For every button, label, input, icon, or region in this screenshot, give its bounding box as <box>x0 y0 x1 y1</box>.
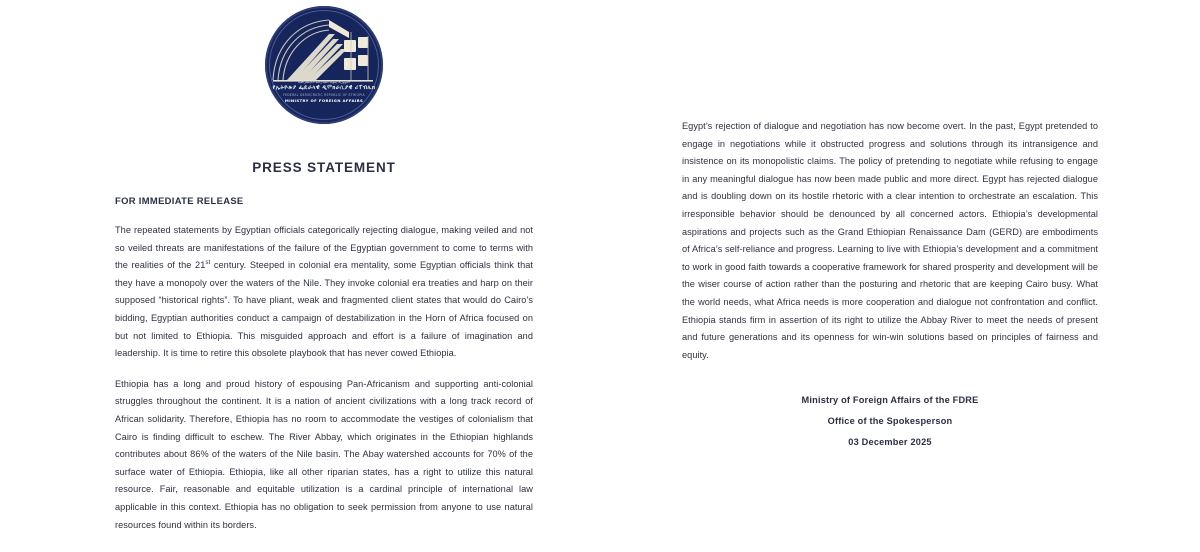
paragraph-one <box>115 222 533 363</box>
page-title: PRESS STATEMENT <box>252 160 396 175</box>
paragraph-one-part-a: The repeated statements by Egyptian officials categorically rejecting dialogue, making veiled and not so veiled threats are manifestations of the failure of the Egyptian government to come to terms with the realities of the 21 <box>115 225 533 271</box>
paragraph-three: Egypt’s rejection of dialogue and negotiation has now become overt. In the past, Egypt pretended to engage in negotiations while it obstructed progress and solutions through its intransigence and insistence on its monopolistic claims. The policy of pretending to negotiate while refusing to engage in any meaningful dialogue has now been made public and more direct. Egypt has rejected dialogue and is doubling down on its hostile rhetoric with a clear intention to orchestrate an escalation. This irresponsible behavior should be denounced by all concerned actors. Ethiopia’s developmental aspirations and projects such as the Grand Ethiopian Renaissance Dam (GERD) are embodiments of Africa’s self-reliance and progress. Learning to live with Ethiopia’s development and a commitment to work in good faith towards a cooperative framework for shared prosperity and development will be the wiser course of action rather than the posturing and rhetoric that are keeping Cairo busy. What the world needs, what Africa needs is more cooperation and dialogue not confrontation and conflict. Ethiopia stands firm in assertion of its right to utilize the Abbay River to meet the needs of present and future generations and its openness for win-win solutions based on principles of fairness and equity. <box>682 121 1098 360</box>
paragraph-two: Ethiopia has a long and proud history of espousing Pan-Africanism and supporting anti-colonial struggles throughout the continent. It is a nation of ancient civilizations with a long track record of African solidarity. Therefore, Ethiopia has no room to accommodate the vestiges of colonialism that Cairo is finding difficult to eschew. The River Abbay, which originates in the Ethiopian highlands contributes about 86% of the waters of the Nile basin. The Abay watershed accounts for 70% of the surface water of Ethiopia. Ethiopia, like all other riparian states, has a right to utilize this natural resource. Fair, reasonable and equitable utilization is a cardinal principle of international law applicable in this context. Ethiopia has no obligation to seek permission from anyone to use natural resources found within its borders. <box>115 378 533 530</box>
seal-text-block <box>265 80 383 104</box>
seal-ministry-text: MINISTRY OF FOREIGN AFFAIRS <box>284 98 364 104</box>
ministry-seal-icon <box>265 6 383 124</box>
seal-building-emblem-icon <box>265 10 383 88</box>
signature-office: Office of the Spokesperson <box>827 416 953 427</box>
seal-country-text: FEDERAL DEMOCRATIC REPUBLIC OF ETHIOPIA <box>283 93 365 98</box>
signature-date: 03 December 2025 <box>848 437 932 448</box>
paragraph-one-part-b: century. Steeped in colonial era mentality, some Egyptian officials think that they have a monopoly over the waters of the Nile. They invoke colonial era treaties and harp on their supposed “historical rights”. To have pliant, weak and fragmented client states that would do Cairo’s bidding, Egyptian authorities conduct a campaign of destabilization in the Horn of Africa focused on but not limited to Ethiopia. This misguided approach and effort is a failure of imagination and leadership. It is time to retire this obsolete playbook that has never cowed Ethiopia. <box>115 260 533 359</box>
ordinal-superscript: st <box>205 259 211 267</box>
release-notice: FOR IMMEDIATE RELEASE <box>115 195 244 206</box>
seal-container <box>115 0 533 124</box>
right-column <box>682 118 1098 453</box>
seal-arabic-text: جمهورية إثيوبيا الفيدرالية الديمقراطية <box>297 80 351 84</box>
left-column <box>115 0 533 534</box>
signature-ministry: Ministry of Foreign Affairs of the FDRE <box>801 395 979 406</box>
signature-block <box>682 390 1098 453</box>
seal-amharic-text: የኢትዮጵያ ፌዴራላዊ ዲሞክራሲያዊ ሪፐብሊክ <box>272 85 376 92</box>
